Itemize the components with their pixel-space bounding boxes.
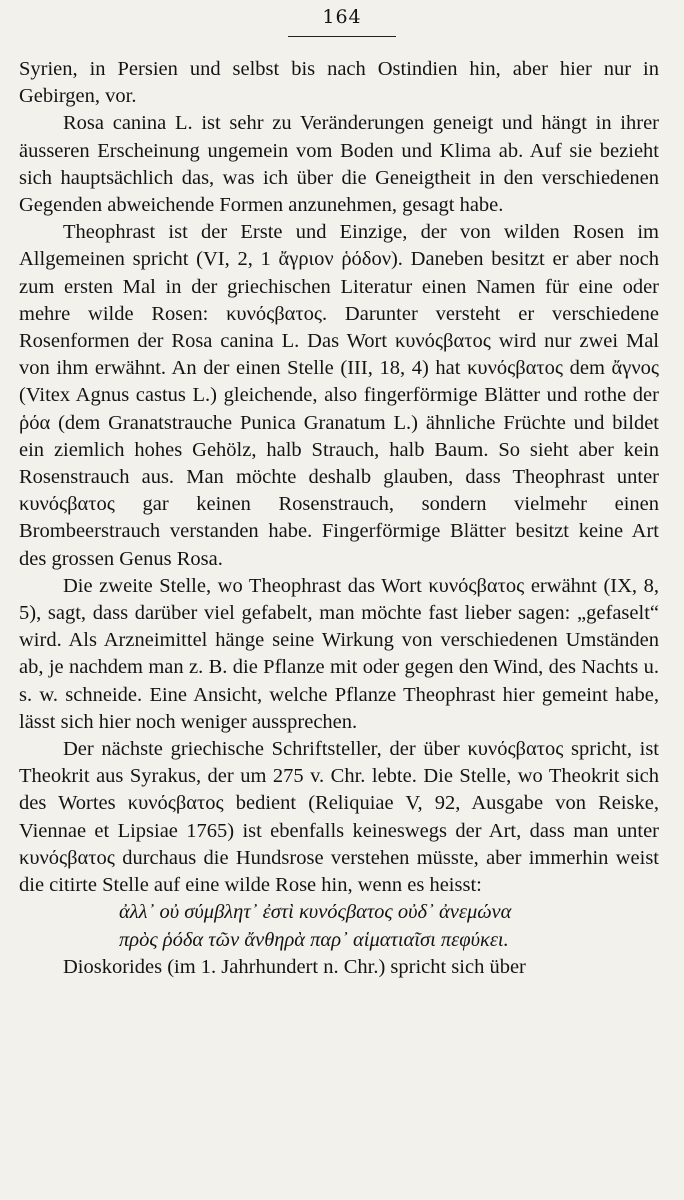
paragraph: Syrien, in Persien und selbst bis nach Ostindien hin, aber hier nur in Gebirgen, vor. <box>19 58 659 108</box>
paragraph: Theophrast ist der Erste und Einzige, der von wilden Rosen im Allgemeinen spricht (VI, 2, 1 ἄγριον ῥόδον). Daneben besitzt er aber noch zum ersten Mal in der griechischen Literatur einen Namen für eine oder mehre wilde Rosen: κυνόςβατος. Darunter versteht er verschiedene Rosenformen der Rosa canina L. Das Wort κυνόςβατος wird nur zwei Mal von ihm erwähnt. An der einen Stelle (III, 18, 4) hat κυνόςβατος dem ἄγνος (Vitex Agnus castus L.) gleichende, also fingerförmige Blätter und rothe der ῥόα (dem Granatstrauche Punica Granatum L.) ähnliche Früchte und bildet ein ziemlich hohes Gehölz, halb Strauch, halb Baum. So sieht aber kein Rosenstrauch aus. Man möchte deshalb glauben, dass Theophrast unter κυνόςβατος gar keinen Rosenstrauch, sondern vielmehr einen Brombeerstrauch verstanden habe. Fingerförmige Blätter besitzt keine Art des grossen Genus Rosa. <box>19 221 659 570</box>
header-rule <box>288 36 396 37</box>
paragraph: Rosa canina L. ist sehr zu Veränderungen geneigt und hängt in ihrer äusseren Erscheinung ungemein vom Boden und Klima ab. Auf sie bezieht sich hauptsächlich das, was ich über die Geneigtheit in den verschiedenen Gegenden abweichende Formen anzunehmen, gesagt habe. <box>19 112 659 217</box>
verse-line: πρὸς ῥόδα τῶν ἄνθηρὰ παρ᾽ αἱματιαῖσι πεφύκει. <box>119 928 509 951</box>
paragraph: Der nächste griechische Schriftsteller, der über κυνόςβατος spricht, ist Theokrit aus Syrakus, der um 275 v. Chr. lebte. Die Stelle, wo Theokrit sich des Wortes κυνόςβατος bedient (Reliquiae V, 92, Ausgabe von Reiske, Viennae et Lipsiae 1765) ist ebenfalls keineswegs der Art, dass man unter κυνόςβατος durchaus die Hundsrose verstehen müsste, aber immerhin weist die citirte Stelle auf eine wilde Rose hin, wenn es heisst: <box>19 738 659 897</box>
page-number: 164 <box>322 6 362 28</box>
paragraph: Die zweite Stelle, wo Theophrast das Wort κυνόςβατος erwähnt (IX, 8, 5), sagt, dass darüber viel gefabelt, man möchte fast lieber sagen: „gefaselt“ wird. Als Arzneimittel hänge seine Wirkung von verschiedenen Umständen ab, je nachdem man z. B. die Pflanze mit oder gegen den Wind, des Nachts u. s. w. schneide. Eine Ansicht, welche Pflanze Theophrast hier gemeint habe, lässt sich hier noch weniger aussprechen. <box>19 574 659 733</box>
body-text <box>19 56 659 981</box>
paragraph: Dioskorides (im 1. Jahrhundert n. Chr.) spricht sich über <box>63 955 526 978</box>
verse-line: ἀλλ᾽ οὐ σύμβλητ᾽ ἐστὶ κυνόςβατος οὐδ᾽ ἀνεμώνα <box>119 901 512 924</box>
